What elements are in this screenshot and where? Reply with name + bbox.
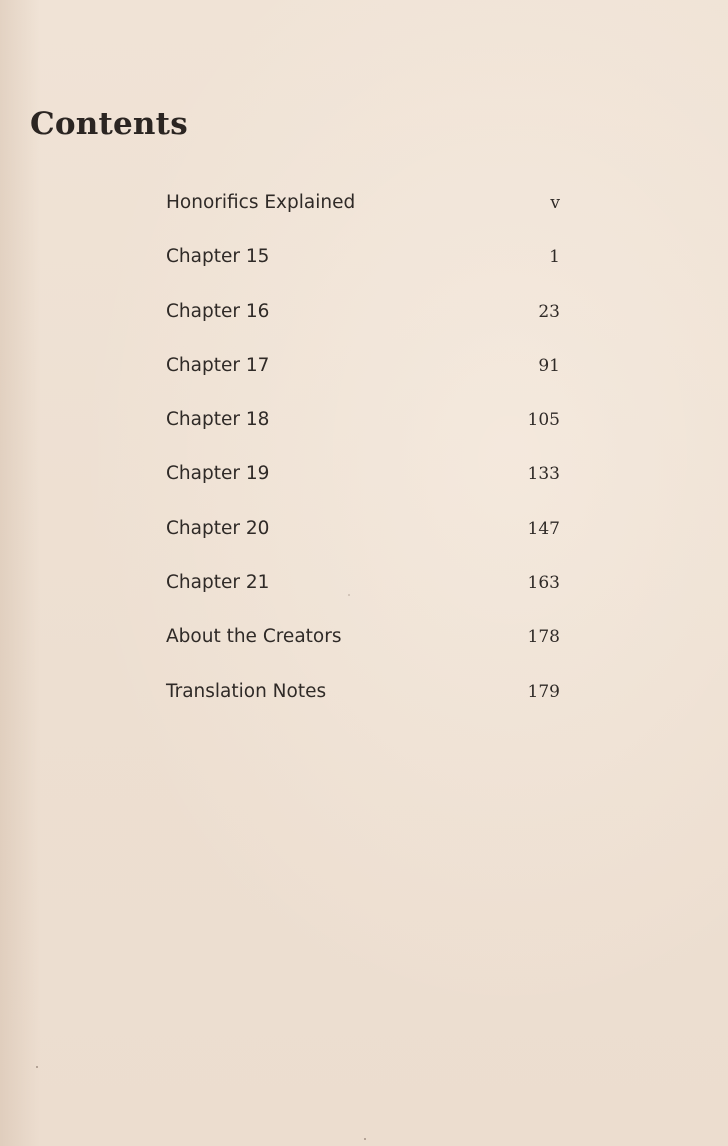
toc-entry-label: Chapter 18 (166, 409, 270, 431)
toc-entry-page: 179 (527, 681, 560, 702)
toc-entry-label: Chapter 21 (166, 572, 270, 594)
page-title: Contents (30, 106, 188, 142)
toc-entry-label: Honorifics Explained (166, 192, 356, 213)
table-of-contents (166, 192, 560, 735)
toc-entry-page: 163 (527, 573, 560, 594)
toc-entry-page: 147 (527, 518, 560, 539)
paper-speck (348, 594, 350, 596)
toc-entry-about-creators (166, 626, 560, 680)
toc-entry-page: 23 (538, 301, 560, 322)
toc-entry-label: Chapter 20 (166, 517, 270, 539)
toc-entry-label: About the Creators (166, 626, 342, 648)
toc-entry-chapter-20 (166, 518, 560, 572)
toc-entry-chapter-17 (166, 355, 560, 409)
toc-entry-chapter-18 (166, 409, 560, 463)
toc-entry-page: 1 (549, 247, 560, 268)
toc-entry-label: Translation Notes (166, 680, 327, 702)
toc-entry-page: 91 (538, 355, 560, 376)
toc-entry-page: 133 (527, 464, 560, 485)
toc-entry-label: Chapter 17 (166, 354, 270, 376)
toc-entry-label: Chapter 15 (166, 246, 270, 268)
toc-entry-honorifics (166, 192, 560, 246)
paper-speck (364, 1138, 366, 1140)
toc-entry-translation-notes (166, 681, 560, 735)
toc-entry-page: 178 (527, 627, 560, 648)
toc-entry-page: 105 (527, 410, 560, 431)
toc-entry-chapter-21 (166, 572, 560, 626)
paper-speck (36, 1066, 38, 1068)
toc-entry-chapter-16 (166, 301, 560, 355)
toc-entry-label: Chapter 19 (166, 463, 270, 485)
toc-entry-page: v (550, 193, 560, 213)
toc-entry-chapter-19 (166, 463, 560, 517)
toc-entry-label: Chapter 16 (166, 300, 270, 322)
toc-entry-chapter-15 (166, 246, 560, 300)
